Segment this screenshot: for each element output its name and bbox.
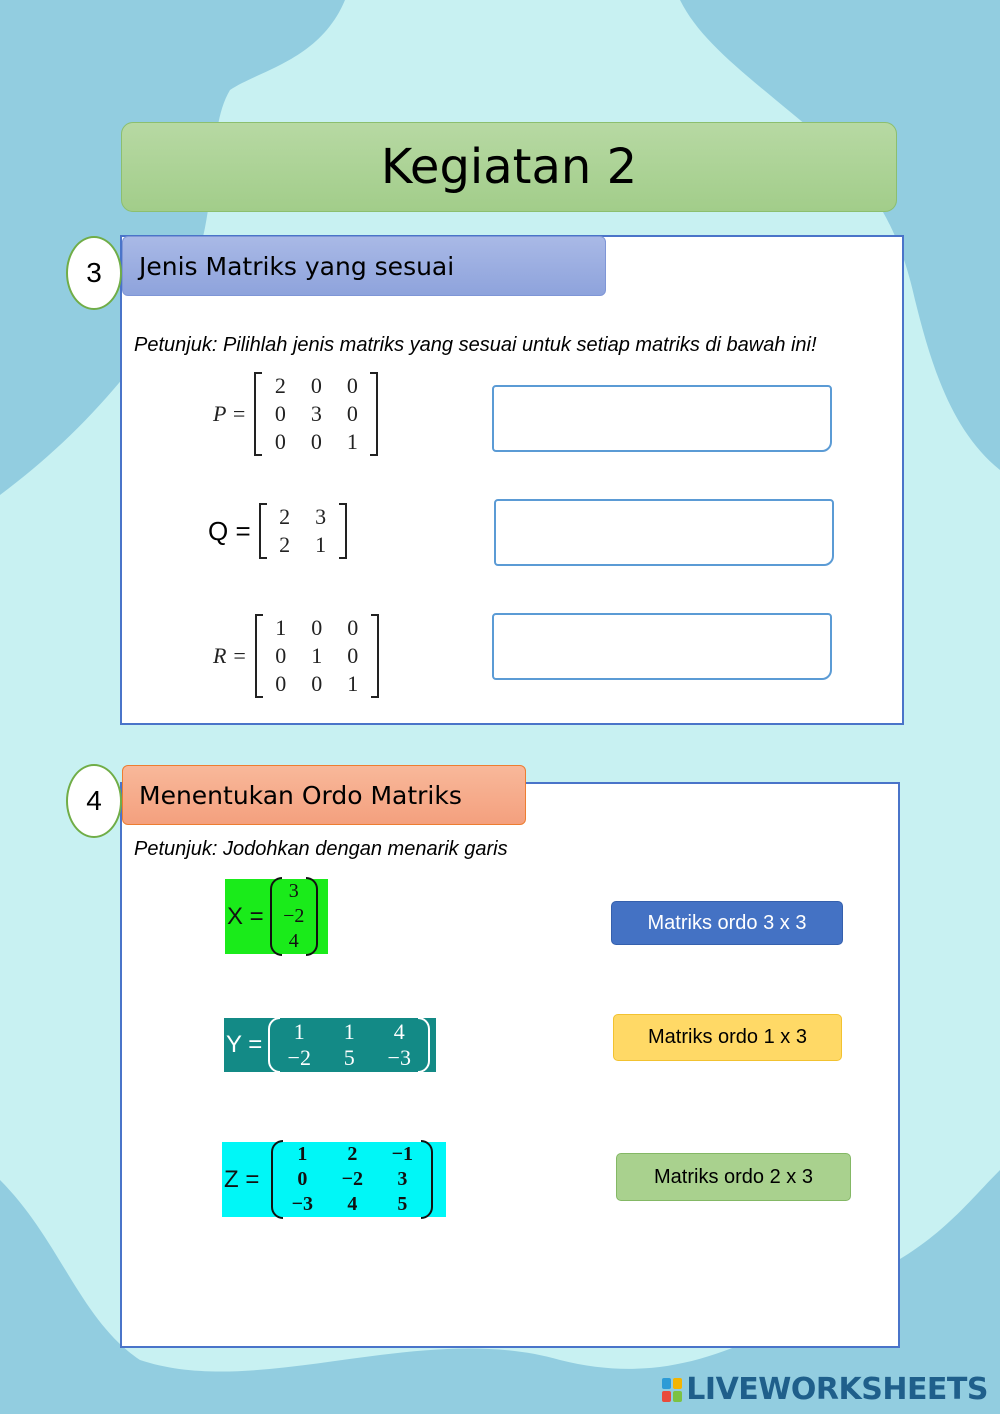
- matrix-cell: 1: [346, 429, 358, 454]
- matrix-y[interactable]: [224, 1018, 436, 1072]
- matrix-cell: −2: [341, 1168, 364, 1190]
- page-title: Kegiatan 2: [380, 139, 638, 195]
- section-4-number: 4: [66, 764, 122, 838]
- matrix-cell: 2: [279, 504, 291, 529]
- section-3-instruction: Petunjuk: Pilihlah jenis matriks yang sesuai untuk setiap matriks di bawah ini!: [134, 334, 817, 356]
- matrix-cell: 0: [310, 373, 322, 398]
- matrix-cell: 0: [346, 373, 358, 398]
- matrix-cell: 2: [347, 1143, 358, 1165]
- option-ordo-3x3[interactable]: Matriks ordo 3 x 3: [611, 901, 843, 945]
- matrix-cell: 0: [274, 429, 286, 454]
- matrix-cell: 0: [346, 401, 358, 426]
- matrix-cell: 0: [274, 401, 286, 426]
- matrix-cell: 3: [310, 401, 322, 426]
- matrix-cell: 0: [275, 671, 287, 696]
- matrix-p-label: P =: [213, 401, 247, 426]
- matrix-cell: −3: [387, 1045, 411, 1070]
- liveworksheets-mark-icon: [662, 1378, 682, 1402]
- matrix-cell: 0: [347, 615, 359, 640]
- matrix-cell: 0: [275, 643, 287, 668]
- matrix-x-label: X =: [227, 902, 264, 930]
- matrix-cell: −2: [283, 905, 305, 927]
- answer-input-r[interactable]: [492, 613, 832, 680]
- section-4-instruction: Petunjuk: Jodohkan dengan menarik garis: [134, 838, 508, 860]
- matrix-cell: 0: [310, 429, 322, 454]
- matrix-p: [213, 372, 378, 456]
- section-4-heading: Menentukan Ordo Matriks: [122, 765, 526, 825]
- matrix-cell: 1: [293, 1019, 305, 1044]
- matrix-y-label: Y =: [226, 1031, 263, 1058]
- matrix-cell: 2: [274, 373, 286, 398]
- matrix-cell: 5: [343, 1045, 355, 1070]
- matrix-cell: 4: [288, 930, 299, 952]
- matrix-cell: 1: [343, 1019, 355, 1044]
- matrix-cell: 0: [347, 643, 359, 668]
- matrix-cell: −1: [391, 1143, 414, 1165]
- matrix-cell: 0: [297, 1168, 308, 1190]
- option-ordo-2x3[interactable]: Matriks ordo 2 x 3: [616, 1153, 851, 1201]
- matrix-cell: 3: [397, 1168, 408, 1190]
- matrix-z-label: Z =: [224, 1165, 260, 1193]
- matrix-cell: 0: [311, 671, 323, 696]
- matrix-cell: 0: [311, 615, 323, 640]
- option-ordo-1x3[interactable]: Matriks ordo 1 x 3: [613, 1014, 842, 1061]
- liveworksheets-logo: [662, 1372, 988, 1407]
- section-3-heading: Jenis Matriks yang sesuai: [122, 236, 606, 296]
- brand-text: LIVEWORKSHEETS: [686, 1372, 988, 1407]
- matrix-z[interactable]: [222, 1142, 446, 1217]
- matrix-cell: 5: [397, 1193, 408, 1215]
- matrix-cell: 2: [279, 532, 291, 557]
- matrix-cell: 1: [311, 643, 323, 668]
- matrix-cell: 3: [288, 880, 299, 902]
- answer-input-q[interactable]: [494, 499, 834, 566]
- matrix-cell: 4: [347, 1193, 358, 1215]
- matrix-q: [208, 503, 347, 559]
- section-3-number: 3: [66, 236, 122, 310]
- answer-input-p[interactable]: [492, 385, 832, 452]
- matrix-x[interactable]: [225, 879, 328, 954]
- matrix-q-label: Q =: [208, 515, 251, 546]
- matrix-cell: 1: [297, 1143, 308, 1165]
- matrix-cell: 1: [347, 671, 359, 696]
- matrix-cell: 3: [315, 504, 327, 529]
- title-banner: [121, 122, 897, 212]
- matrix-cell: 1: [315, 532, 327, 557]
- matrix-cell: −2: [287, 1045, 311, 1070]
- matrix-cell: −3: [291, 1193, 314, 1215]
- matrix-cell: 1: [275, 615, 287, 640]
- matrix-r-label: R =: [213, 643, 247, 668]
- matrix-r: [213, 614, 379, 698]
- matrix-cell: 4: [393, 1019, 405, 1044]
